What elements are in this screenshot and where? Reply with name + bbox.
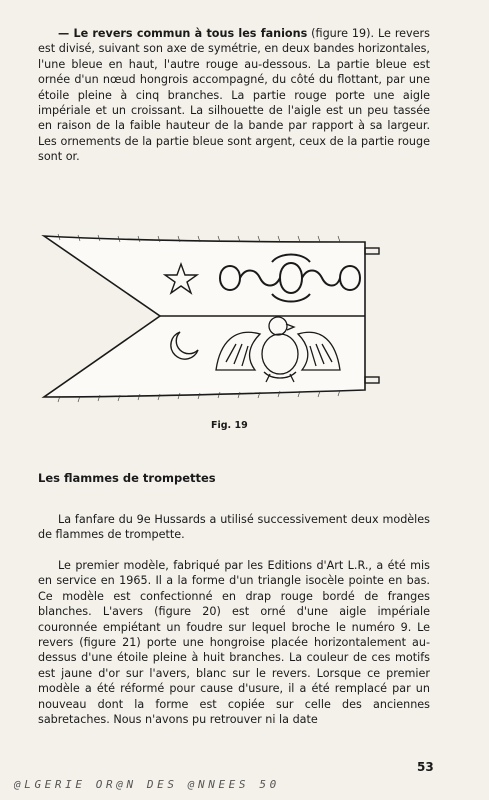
paragraph-body: (figure 19). Le revers est divisé, suivant son axe de symétrie, en deux bandes horizontales, l'une bleue en haut, l'autre rouge au-dessous. La partie bleue est ornée d'un nœud hongrois accompagné, du côté du flottant, par une étoile pleine à cinq branches. La partie rouge porte une aigle impériale et un croissant. La silhouette de l'aigle est un peu tassée en raison de la faible hauteur de la bande par rapport à sa largeur. Les ornements de la partie bleue sont argent, ceux de la partie rouge sont or. — [38, 27, 430, 164]
fanion-illustration — [40, 222, 400, 412]
paragraph-premier-modele: Le premier modèle, fabriqué par les Editions d'Art L.R., a été mis en service en 1965. Il a la forme d'un triangle isocèle pointe en bas. Ce modèle est confectionné en drap rouge bordé de franges blanches. L'avers (figure 20) est orné d'une aigle impériale couronnée empiétant un foudre sur lequel broche le numéro 9. Le revers (figure 21) porte une hongroise placée horizontalement au-dessus d'une étoile pleine à huit branches. La couleur de ces motifs est jaune d'or sur l'avers, blanc sur le revers. Lorsque ce premier modèle a été réformé pour cause d'usure, il a été remplacé par un nouveau dont la forme est copiée sur celle des anciennes sabretaches. Nous n'avons pu retrouver ni la date — [38, 559, 430, 727]
page-number: 53 — [417, 760, 434, 774]
figure-caption: Fig. 19 — [211, 420, 248, 431]
paragraph-revers — [38, 26, 430, 165]
section-heading: Les flammes de trompettes — [38, 471, 216, 485]
paragraph-fanfare: La fanfare du 9e Hussards a utilisé successivement deux modèles de flammes de trompette. — [38, 513, 430, 542]
watermark-text: @LGERIE OR@N DES @NNEES 50 — [14, 778, 280, 791]
paragraph-lead: — Le revers commun à tous les fanions — [58, 27, 308, 40]
